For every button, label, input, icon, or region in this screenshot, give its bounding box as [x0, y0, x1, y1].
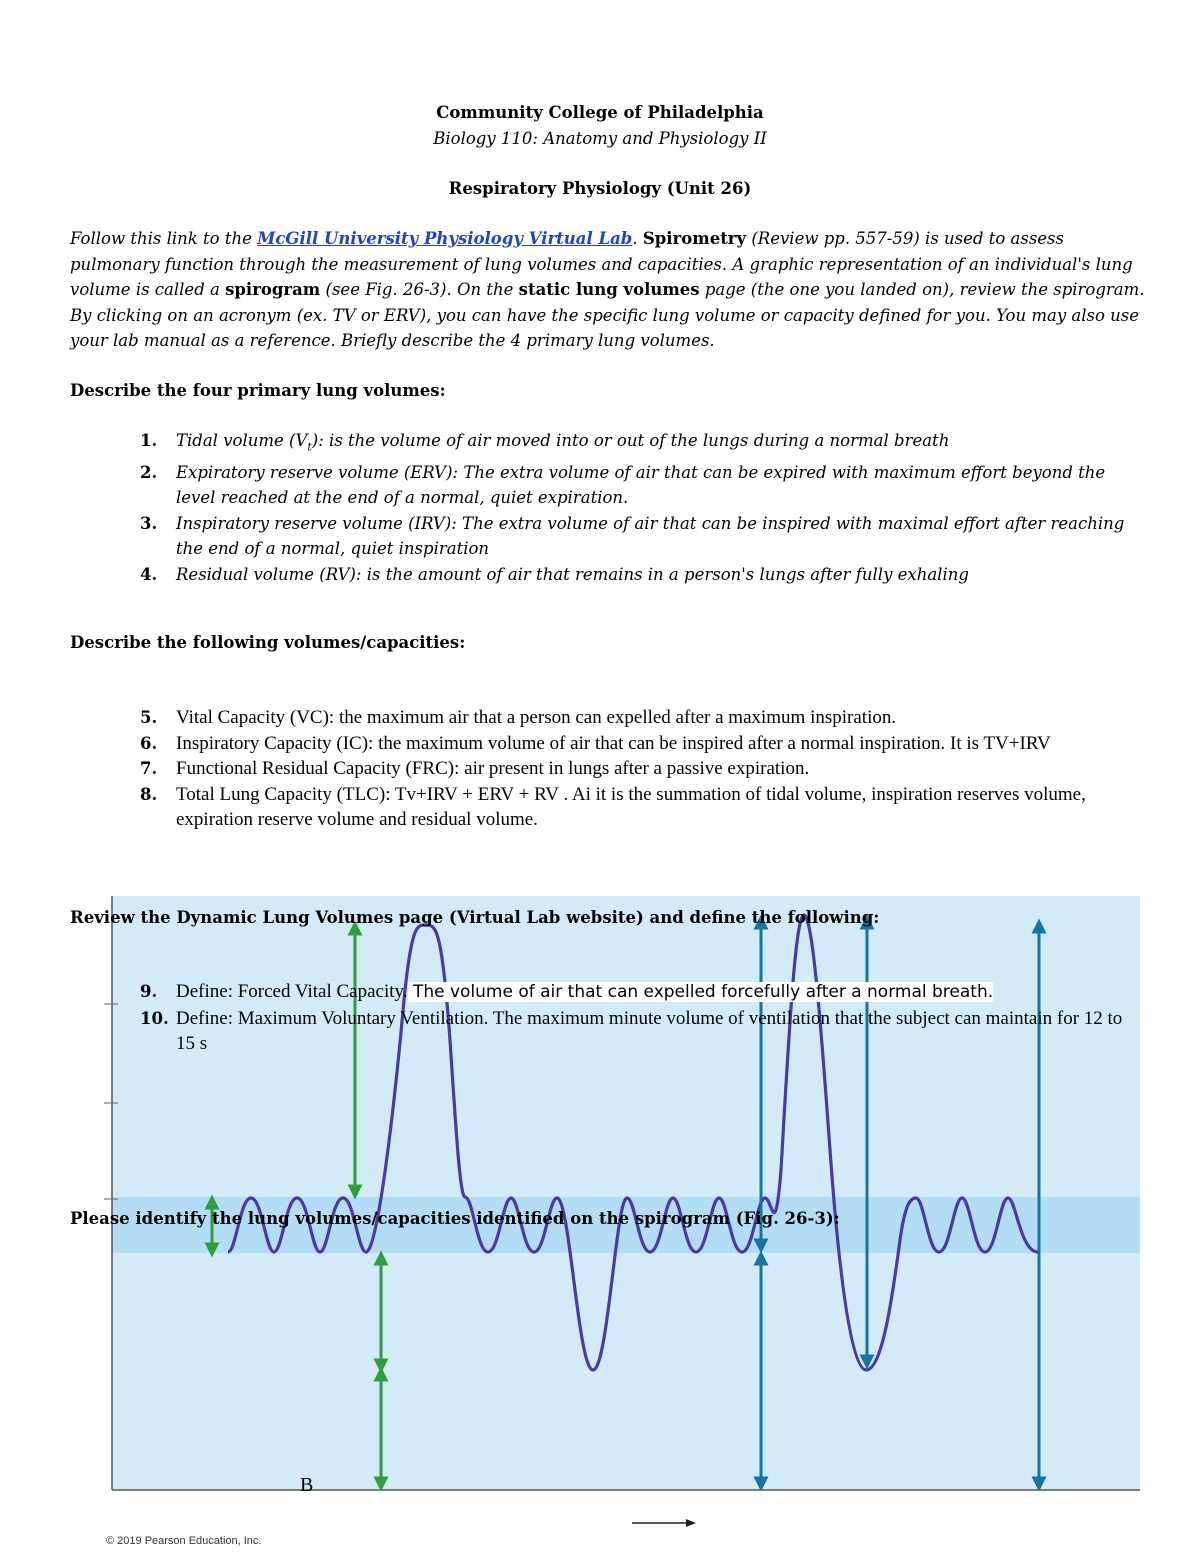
list-item [140, 1006, 1140, 1057]
spirometry-term: Spirometry [642, 229, 747, 248]
item-text: Functional Residual Capacity (FRC): air present in lungs after a passive expiration. [176, 758, 810, 779]
item-text: Tidal volume (V [176, 431, 308, 450]
intro-text-4: (see Fig. 26-3). On the [320, 280, 519, 299]
item-number: 7. [140, 759, 158, 778]
item-text: Vital Capacity (VC): the maximum air that a person can expelled after a maximum inspiration. [176, 707, 897, 728]
intro-text-5: page (the one you landed on), review the spirogram. By clicking on an acronym (ex. TV or ERV), you can have the specific lung volume or capacity defined for you. You may also use your lab manual as a reference. Briefly describe the 4 primary lung volumes. [70, 280, 1145, 350]
item-text: Define: Forced Vital Capacity. [176, 981, 408, 1002]
list-item [140, 731, 1140, 757]
item-text: Expiratory reserve volume (ERV): The extra volume of air that can be expired with maximum effort beyond the level reached at the end of a normal, quiet expiration. [176, 462, 1106, 508]
item-number: 9. [140, 982, 158, 1001]
list-item [140, 756, 1140, 782]
item-number: 8. [140, 784, 158, 804]
section2-heading: Describe the following volumes/capacities: [70, 633, 466, 652]
item-text: Residual volume (RV): is the amount of air that remains in a person's lungs after fully exhaling [176, 564, 969, 584]
static-lung-volumes-term: static lung volumes [518, 280, 700, 299]
list-item [140, 428, 1140, 460]
item-number: 3. [140, 513, 158, 533]
list-item [140, 460, 1140, 511]
item-number: 5. [140, 708, 158, 727]
section1-heading: Describe the four primary lung volumes: [70, 381, 446, 400]
fvc-answer: The volume of air that can expelled forcefully after a normal breath. [407, 982, 994, 1002]
course-title: Biology 110: Anatomy and Physiology II [433, 129, 767, 148]
item-number: 10. [140, 1008, 169, 1028]
item-number: 1. [140, 431, 158, 450]
intro-text-3: (Review pp. 557-59) is used to assess pulmonary function through the measurement of lung volumes and capacities. A graphic representation of an individual's lung volume is called a [70, 229, 1133, 299]
list-item [140, 705, 1140, 731]
item-text: ): is the volume of air moved into or out of the lungs during a normal breath [311, 431, 950, 450]
dynamic-volumes-list [140, 979, 1140, 1057]
item-number: 4. [140, 564, 158, 584]
item-text: Inspiratory reserve volume (IRV): The extra volume of air that can be inspired with maximal effort after reaching the end of a normal, quiet inspiration [176, 513, 1125, 559]
item-number: 2. [140, 462, 158, 482]
page-title: Respiratory Physiology (Unit 26) [448, 179, 752, 198]
list-item [140, 782, 1140, 833]
list-item [140, 562, 1140, 588]
subscript: t [307, 440, 312, 454]
primary-volumes-list [140, 428, 1140, 587]
item-number: 6. [140, 733, 158, 753]
intro-paragraph [70, 226, 1145, 354]
item-text: Define: Maximum Voluntary Ventilation. The maximum minute volume of ventilation that the subject can maintain for 12 to 15 s [176, 1007, 1123, 1054]
spirogram-term: spirogram [225, 280, 321, 299]
mcgill-virtual-lab-link[interactable]: McGill University Physiology Virtual Lab [257, 229, 633, 248]
time-arrow-head [686, 1519, 696, 1527]
institution-name: Community College of Philadelphia [436, 103, 764, 122]
item-text: Total Lung Capacity (TLC): Tv+IRV + ERV + RV . Ai it is the summation of tidal volume, inspiration reserves volume, expiration reserve volume and residual volume. [176, 783, 1086, 830]
figure-copyright: © 2019 Pearson Education, Inc. [106, 1535, 262, 1547]
list-item [140, 979, 1140, 1006]
capacities-list [140, 705, 1140, 833]
intro-text-1: Follow this link to the [70, 229, 258, 248]
intro-text-2: . [632, 229, 643, 248]
section4-heading: Please identify the lung volumes/capacities identified on the spirogram (Fig. 26-3): [70, 1209, 840, 1228]
item-text: Inspiratory Capacity (IC): the maximum volume of air that can be inspired after a normal inspiration. It is TV+IRV [176, 732, 1051, 754]
section3-heading: Review the Dynamic Lung Volumes page (Virtual Lab website) and define the following: [70, 908, 880, 927]
list-item [140, 511, 1140, 562]
figure-label: B [300, 1474, 314, 1496]
